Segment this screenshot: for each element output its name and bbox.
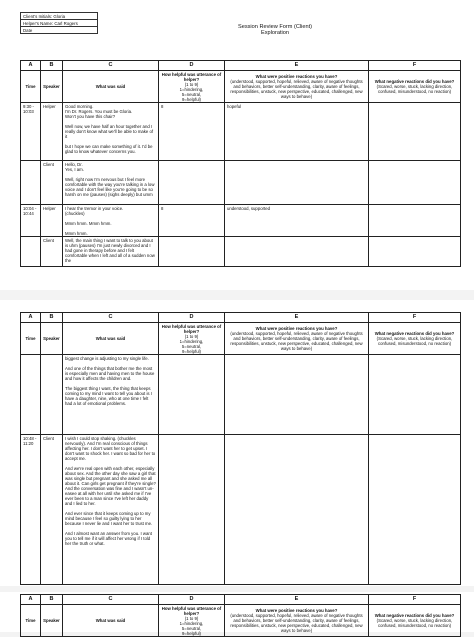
time-cell xyxy=(21,161,41,205)
time-header: Time xyxy=(25,618,36,623)
column-letter: C xyxy=(63,313,159,323)
form-subtitle: Exploration xyxy=(261,30,289,37)
form-page-1 xyxy=(0,0,474,290)
positive-header: What were positive reactions you have? xyxy=(255,74,338,79)
negative-header: What negative reactions did you have? xyxy=(374,613,455,618)
column-letter: E xyxy=(225,595,369,605)
column-letter: E xyxy=(225,61,369,71)
column-letter: A xyxy=(21,313,41,323)
negative-list: (Scared, worse, stuck, lacking direction, confused, misunderstood, no reaction) xyxy=(376,618,453,628)
speaker-cell: Client xyxy=(41,237,63,267)
client-info-box xyxy=(20,12,98,34)
column-letter: D xyxy=(159,595,225,605)
positive-header: What were positive reactions you have? xyxy=(255,608,338,613)
review-table xyxy=(20,594,461,637)
date-field: Date xyxy=(21,27,98,34)
column-letter: D xyxy=(159,61,225,71)
said-cell: Hello, Dr. Yes, I am. Well, right now I'm nervous but I feel more comfortable with the way you're talking in a low voice and I don't feel like you're going to be so harsh on me (pauses) (sighs deeply) but umm xyxy=(63,161,159,205)
speaker-cell xyxy=(41,355,63,435)
helper-name: Helper's Name: Carl Rogers xyxy=(21,20,98,27)
column-letters-row xyxy=(21,595,461,605)
form-title: Session Review Form (Client) xyxy=(238,24,312,30)
speaker-header: Speaker xyxy=(43,336,60,341)
speaker-cell: Client xyxy=(41,161,63,205)
column-letter: C xyxy=(63,61,159,71)
negative-cell[interactable] xyxy=(369,205,461,237)
column-header-row xyxy=(21,323,461,355)
helpful-cell[interactable]: 8 xyxy=(159,103,225,161)
speaker-header: Speaker xyxy=(43,84,60,89)
time-cell: 9:30 - 10:03 xyxy=(21,103,41,161)
table-row xyxy=(21,103,461,161)
time-cell xyxy=(21,237,41,267)
said-cell: Well, the main thing I want to talk to you about is uhm (pauses) I'm just newly divorced and I had gone in therapy before and I felt comfortable when I left and all of a sudden now the xyxy=(63,237,159,267)
negative-header: What negative reactions did you have? xyxy=(374,79,455,84)
column-letter: D xyxy=(159,313,225,323)
said-header: What was said xyxy=(95,84,126,89)
negative-list: (Scared, worse, stuck, lacking direction, confused, misunderstood, no reaction) xyxy=(376,84,453,94)
column-letter: B xyxy=(41,313,63,323)
positive-cell[interactable] xyxy=(225,237,369,267)
helpful-scale: (1 to 9) 1=hindering, 5=neutral, 9=helpful) xyxy=(179,81,204,102)
speaker-cell: Helper xyxy=(41,205,63,237)
helpful-cell[interactable]: 8 xyxy=(159,205,225,237)
negative-cell[interactable] xyxy=(369,435,461,585)
helpful-header: How helpful was utterance of helper? xyxy=(161,605,222,616)
time-header: Time xyxy=(25,336,36,341)
time-header: Time xyxy=(25,84,36,89)
positive-cell[interactable] xyxy=(225,435,369,585)
column-letters-row xyxy=(21,61,461,71)
review-table xyxy=(20,60,461,267)
helpful-scale: (1 to 9) 1=hindering, 5=neutral, 9=helpful) xyxy=(179,333,204,354)
review-table xyxy=(20,312,461,585)
table-row xyxy=(21,237,461,267)
table-row xyxy=(21,355,461,435)
column-header-row xyxy=(21,605,461,637)
negative-cell[interactable] xyxy=(369,103,461,161)
speaker-cell: Client xyxy=(41,435,63,585)
said-cell: I hear the tremor in your voice. (chuckles) Mmm hmm. Mmm hmm. Mmm hmm. xyxy=(63,205,159,237)
negative-cell[interactable] xyxy=(369,355,461,435)
helpful-header: How helpful was utterance of helper? xyxy=(161,323,222,334)
form-heading xyxy=(200,24,350,37)
column-letter: E xyxy=(225,313,369,323)
time-cell: 10:04 - 10:44 xyxy=(21,205,41,237)
said-header: What was said xyxy=(95,618,126,623)
negative-list: (Scared, worse, stuck, lacking direction, confused, misunderstood, no reaction) xyxy=(376,336,453,346)
column-header-row xyxy=(21,71,461,103)
helpful-cell[interactable] xyxy=(159,435,225,585)
positive-cell[interactable] xyxy=(225,355,369,435)
positive-list: (understood, supported, hopeful, relieved, aware of negative thoughts and behaviors, better self-understanding, clarity, aware of feelings, responsibilities, unstuck, new perspective, educated, challenged, new ways to behave) xyxy=(230,613,363,633)
time-cell xyxy=(21,355,41,435)
time-cell: 10:48 - 11:20 xyxy=(21,435,41,585)
helpful-cell[interactable] xyxy=(159,161,225,205)
negative-cell[interactable] xyxy=(369,161,461,205)
speaker-header: Speaker xyxy=(43,618,60,623)
column-letter: F xyxy=(369,595,461,605)
negative-header: What negative reactions did you have? xyxy=(374,331,455,336)
table-row xyxy=(21,435,461,585)
said-cell: I wish I could stop shaking. (chuckles nervously). And I'm real conscious of things affecting her. I don't want her to get upset. I don't want to shock her. I want so bad for her to accept me. And we're real open with each other, especially about sex. And the other day she saw a girl that was single but pregnant and she asked me all about it. Can girls get pregnant if they're single? And the conversation was fine and I wasn't un-easee at all with her until she asked me if I've ever been to a man since I've left her daddy and I lied to her. And ever since that it keeps coming up to my mind because I feel so guilty lying to her because I never lie and I want her to trust me. And I almost want an answer from you. I want you to tell me if it will affect her wrong if I told her the truth or what. xyxy=(63,435,159,585)
positive-cell[interactable]: understood, supported xyxy=(225,205,369,237)
helpful-cell[interactable] xyxy=(159,355,225,435)
said-cell: Good morning. I'm Dr. Rogers. You must be Gloria. Won't you have this chair? Well now, we have half an hour together and I really don't know what we'll be able to make of it but I hope we can make something of it. I'd be glad to know whatever concerns you. xyxy=(63,103,159,161)
helpful-cell[interactable] xyxy=(159,237,225,267)
positive-cell[interactable] xyxy=(225,161,369,205)
said-header: What was said xyxy=(95,336,126,341)
column-letter: F xyxy=(369,61,461,71)
form-page-2 xyxy=(0,300,474,586)
form-page-3 xyxy=(0,592,474,636)
column-letter: C xyxy=(63,595,159,605)
table-row xyxy=(21,205,461,237)
helpful-scale: (1 to 9) 1=hindering, 5=neutral, 9=helpful) xyxy=(179,615,204,636)
speaker-cell: Helper xyxy=(41,103,63,161)
positive-list: (understood, supported, hopeful, relieved, aware of negative thoughts and behaviors, better self-understanding, clarity, aware of feelings, responsibilities, unstuck, new perspective, educated, challenged, new ways to behave) xyxy=(230,331,363,351)
column-letter: A xyxy=(21,595,41,605)
column-letter: B xyxy=(41,61,63,71)
positive-list: (understood, supported, hopeful, relieved, aware of negative thoughts and behaviors, better self-understanding, clarity, aware of feelings, responsibilities, unstuck, new perspective, educated, challenged, new ways to behave) xyxy=(230,79,363,99)
positive-cell[interactable]: hopeful xyxy=(225,103,369,161)
negative-cell[interactable] xyxy=(369,237,461,267)
column-letter: B xyxy=(41,595,63,605)
column-letter: A xyxy=(21,61,41,71)
column-letter: F xyxy=(369,313,461,323)
positive-header: What were positive reactions you have? xyxy=(255,326,338,331)
helpful-header: How helpful was utterance of helper? xyxy=(161,71,222,82)
said-cell: biggest change is adjusting to my single life. And one of the things that bother me the most is especially men and having men to the house and how it affects the children and. The biggest thing I want, the thing that keeps coming to my mind I want to tell you about is I have a daughter, nine, who at one time I felt had a lot of emotional problems. xyxy=(63,355,159,435)
table-row xyxy=(21,161,461,205)
column-letters-row xyxy=(21,313,461,323)
client-initials: Client's Initials: Gloria xyxy=(21,13,98,20)
